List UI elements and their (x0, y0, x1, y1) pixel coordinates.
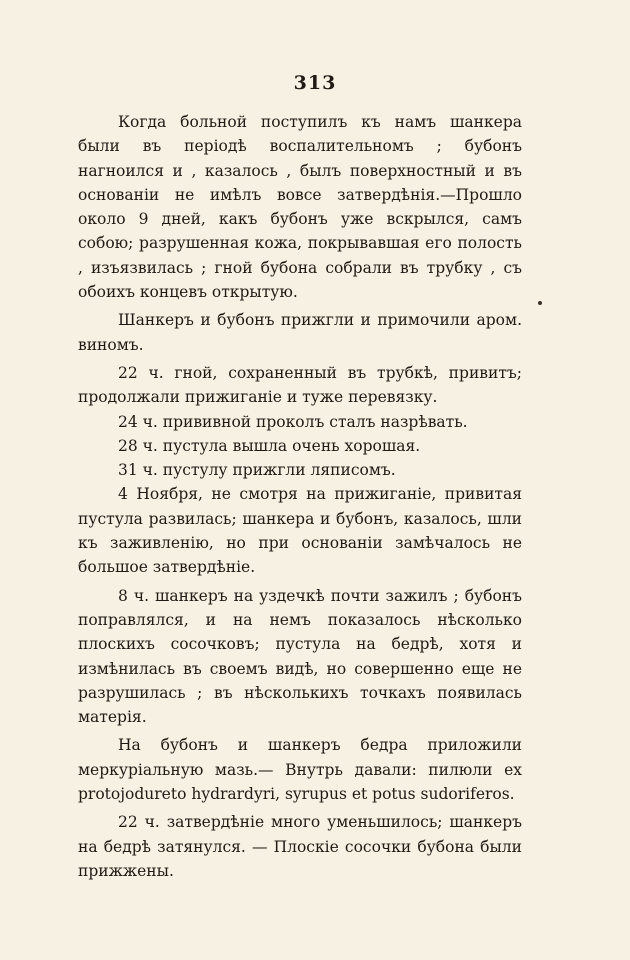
paragraph-6: 31 ч. пустулу прижгли ляписомъ. (118, 461, 396, 480)
paragraph-5: 28 ч. пустула вышла очень хорошая. (118, 436, 421, 455)
paragraph-10: 22 ч. затвердѣніе много уменьшилось; шанкеръ на бедрѣ затянулся. — Плоскіе сосочки бубона были прижжены. (78, 813, 522, 880)
paragraph-1: Когда больной поступилъ къ намъ шанкера были въ періодѣ воспалительномъ ; бубонъ нагноился и , казалось , былъ поверхностный и въ основаніи не имѣлъ вовсе затвердѣнія.—Прошло около 9 дней, какъ бубонъ уже вскрылся, самъ собою; разрушенная кожа, покрывавшая его полость , изъязвилась ; гной бубона собрали въ трубку , съ обоихъ концевъ открытую. (78, 113, 522, 302)
paragraph-7: 4 Ноября, не смотря на прижиганіе, привитая пустула развилась; шанкера и бубонъ, казалось, шли къ заживленію, но при основаніи замѣчалось не большое затвердѣніе. (78, 485, 522, 577)
page-number: 313 (293, 72, 337, 94)
paragraph-3: 22 ч. гной, сохраненный въ трубкѣ, привитъ; продолжали прижиганіе и туже перевязку. (78, 363, 522, 407)
body-text (78, 110, 522, 883)
paragraph-2: Шанкеръ и бубонъ прижгли и примочили аром. виномъ. (78, 311, 522, 354)
paragraph-8: 8 ч. шанкеръ на уздечкѣ почти зажилъ ; бубонъ поправлялся, и на немъ показалось нѣсколько плоскихъ сосочковъ; пустула на бедрѣ, хотя и измѣнилась въ своемъ видѣ, но совершенно еще не разрушилась ; въ нѣсколькихъ точкахъ появилась матерія. (78, 586, 522, 727)
ink-speck (538, 301, 542, 305)
paragraph-4: 24 ч. прививной проколъ сталъ назрѣвать. (118, 412, 468, 431)
paragraph-9: На бубонъ и шанкеръ бедра приложили меркуріальную мазь.— Внутрь давали: пилюли ex protojodureto hydrardyri, syrupus et potus sudoriferos. (78, 736, 522, 804)
